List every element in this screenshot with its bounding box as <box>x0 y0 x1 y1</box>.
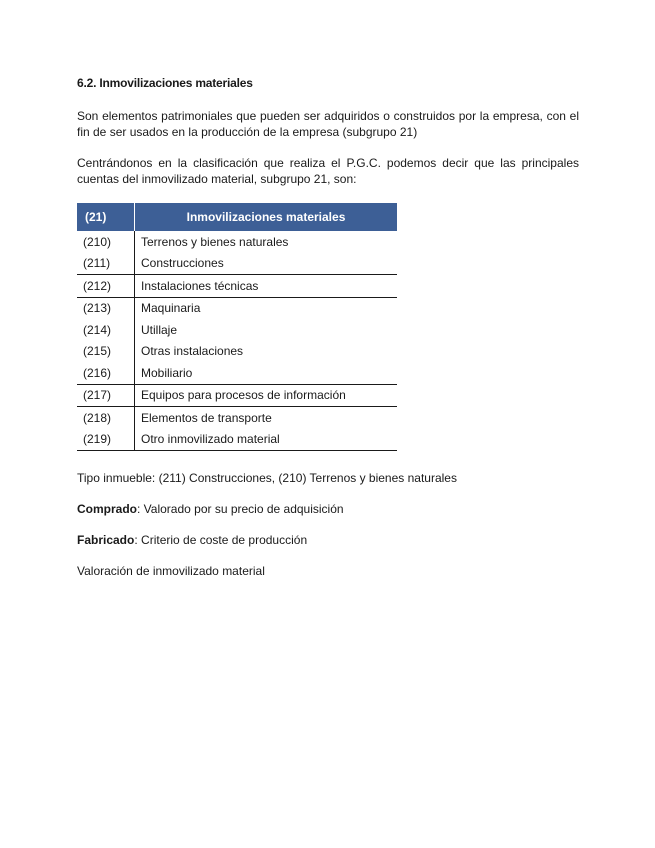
row-code: (214) <box>77 319 135 341</box>
table-row <box>77 319 397 341</box>
table-row <box>77 384 397 407</box>
row-name: Equipos para procesos de información <box>135 384 398 407</box>
row-name: Otras instalaciones <box>141 344 244 359</box>
comprado-label: Comprado <box>77 502 137 516</box>
table-row <box>77 362 397 384</box>
table-row <box>77 275 397 298</box>
row-name: Maquinaria <box>141 301 201 316</box>
section-heading: 6.2. Inmovilizaciones materiales <box>77 76 253 90</box>
table-header-row <box>77 203 397 231</box>
table-row <box>77 253 397 275</box>
row-name: Construcciones <box>135 253 398 275</box>
row-code: (215) <box>77 341 135 363</box>
tipo-inmueble-line: Tipo inmueble: (211) Construcciones, (210) Terrenos y bienes naturales <box>77 471 457 485</box>
row-code: (212) <box>77 275 135 298</box>
row-name: Terrenos y bienes naturales <box>141 234 289 249</box>
row-code: (219) <box>77 429 135 451</box>
table-row <box>77 407 397 429</box>
fabricado-text: : Criterio de coste de producción <box>134 533 308 547</box>
header-name: Inmovilizaciones materiales <box>135 203 398 231</box>
paragraph-definition: Son elementos patrimoniales que pueden ser adquiridos o construidos por la empresa, con el fin de ser usados en la producción de la empresa (subgrupo 21) <box>77 109 579 139</box>
row-name: Otro inmovilizado material <box>135 429 398 451</box>
comprado-text: : Valorado por su precio de adquisición <box>137 502 344 516</box>
row-name: Elementos de transporte <box>141 410 272 425</box>
table-row <box>77 341 397 363</box>
valoracion-line: Valoración de inmovilizado material <box>77 564 265 578</box>
fabricado-line <box>77 532 307 548</box>
row-name: Instalaciones técnicas <box>135 275 398 298</box>
row-name: Utillaje <box>141 322 178 337</box>
row-name: Mobiliario <box>135 362 398 384</box>
row-code: (211) <box>77 253 135 275</box>
comprado-line <box>77 501 344 517</box>
row-code: (216) <box>77 362 135 384</box>
table-row <box>77 297 397 319</box>
paragraph-classification: Centrándonos en la clasificación que realiza el P.G.C. podemos decir que las principales cuentas del inmovilizado material, subgrupo 21, son: <box>77 156 579 186</box>
row-code: (218) <box>77 407 135 429</box>
fabricado-label: Fabricado <box>77 533 135 547</box>
table-row <box>77 231 397 253</box>
row-code: (210) <box>77 231 135 253</box>
row-code: (213) <box>77 297 135 319</box>
header-code: (21) <box>77 203 135 231</box>
asset-accounts-table <box>77 203 397 451</box>
table-row <box>77 429 397 451</box>
row-code: (217) <box>77 384 135 407</box>
